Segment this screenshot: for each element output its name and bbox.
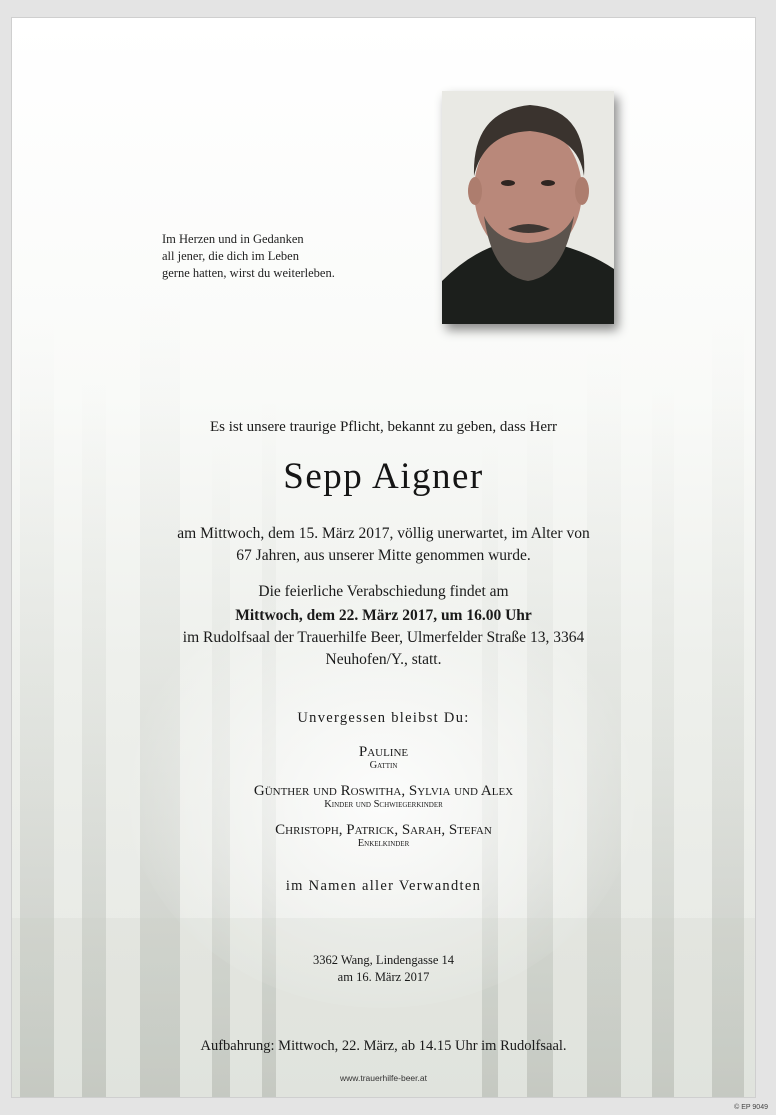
viewing-notice: Aufbahrung: Mittwoch, 22. März, ab 14.15 Uhr im Rudolfsaal.: [200, 1038, 567, 1054]
ceremony-date: Mittwoch, dem 22. März 2017, um 16.00 Uhr: [235, 607, 532, 624]
ceremony-place-line: im Rudolfsaal der Trauerhilfe Beer, Ulmerfelder Straße 13, 3364: [182, 629, 585, 646]
address-date: am 16. März 2017: [337, 970, 430, 984]
death-notice: [12, 523, 755, 567]
mourner-names: Günther und Roswitha, Sylvia und Alex: [253, 783, 514, 799]
mourner-relation: Gattin: [369, 760, 398, 771]
poem-line: Im Herzen und in Gedanken: [162, 232, 304, 246]
relatives-line: im Namen aller Verwandten: [285, 878, 482, 894]
death-notice-line: am Mittwoch, dem 15. März 2017, völlig unerwartet, im Alter von: [177, 525, 590, 542]
address-line: 3362 Wang, Lindengasse 14: [312, 953, 455, 967]
address-block: [12, 952, 755, 986]
ceremony-details: [12, 581, 755, 671]
mourner-relation: Kinder und Schwiegerkinder: [324, 799, 443, 810]
mourner-names: Christoph, Patrick, Sarah, Stefan: [275, 822, 492, 838]
portrait-photo: [442, 91, 614, 324]
print-code: © EP 9049: [734, 1104, 768, 1111]
poem-line: gerne hatten, wirst du weiterleben.: [162, 266, 335, 280]
mourner-group: [12, 822, 755, 849]
mourner-names: Pauline: [358, 744, 409, 760]
ceremony-place-line: Neuhofen/Y., statt.: [325, 651, 442, 668]
memorial-poem: [162, 231, 335, 282]
unforgotten-heading: Unvergessen bleibst Du:: [297, 710, 470, 726]
mourner-group: [12, 783, 755, 810]
deceased-name: Sepp Aigner: [283, 456, 484, 497]
ceremony-intro: Die feierliche Verabschiedung findet am: [258, 583, 509, 600]
parte-sheet: [11, 17, 756, 1098]
death-notice-line: 67 Jahren, aus unserer Mitte genommen wurde.: [236, 547, 531, 564]
mourner-group: [12, 744, 755, 771]
mourner-relation: Enkelkinder: [357, 838, 410, 849]
website-link[interactable]: www.trauerhilfe-beer.at: [340, 1073, 427, 1083]
announcement-intro: Es ist unsere traurige Pflicht, bekannt zu geben, dass Herr: [210, 419, 557, 435]
poem-line: all jener, die dich im Leben: [162, 249, 299, 263]
